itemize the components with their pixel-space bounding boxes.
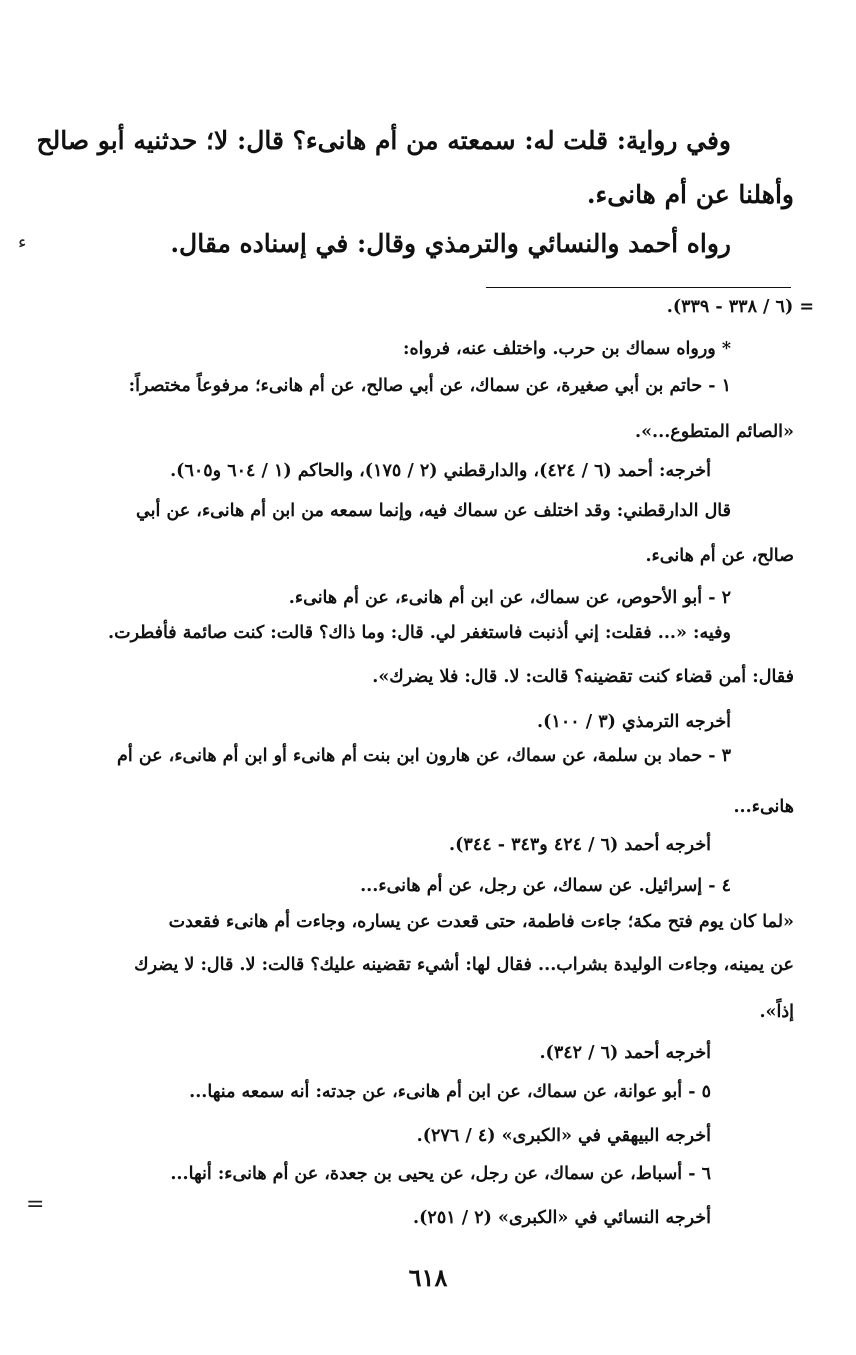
footnote-line: أخرجه النسائي في «الكبرى» (٢ / ٢٥١). — [413, 1208, 711, 1228]
margin-mark: = — [26, 1192, 45, 1217]
footnote-line: أخرجه الترمذي (٣ / ١٠٠). — [537, 712, 731, 732]
footnote-line: ٤ - إسرائيل. عن سماك، عن رجل، عن أم هانىء... — [360, 876, 731, 896]
footnote-line: فقال: أمن قضاء كنت تقضينه؟ قالت: لا. قال: فلا يضرك». — [372, 667, 794, 687]
footnote-line: أخرجه: أحمد (٦ / ٤٢٤)، والدارقطني (٢ / ١٧٥)، والحاكم (١ / ٦٠٤ و٦٠٥). — [170, 461, 711, 481]
footnote-line: ١ - حاتم بن أبي صغيرة، عن سماك، عن أبي صالح، عن أم هانىء؛ مرفوعاً مختصراً: — [128, 376, 731, 396]
footnote-line: قال الدارقطني: وقد اختلف عن سماك فيه، وإنما سمعه من ابن أم هانىء، عن أبي — [136, 501, 731, 521]
footnote-line: ٢ - أبو الأحوص، عن سماك، عن ابن أم هانىء، عن أم هانىء. — [288, 588, 731, 608]
footnote-line: وفيه: «... فقلت: إني أذنبت فاستغفر لي. قال: وما ذاك؟ قالت: كنت صائمة فأفطرت. — [108, 623, 731, 643]
footnote-line: «الصائم المتطوع...». — [635, 422, 794, 442]
footnote-line: أخرجه أحمد (٦ / ٣٤٢). — [539, 1043, 711, 1063]
footnote-line: «لما كان يوم فتح مكة؛ جاءت فاطمة، حتى قعدت عن يساره، وجاءت أم هانىء فقعدت — [168, 912, 794, 932]
main-text-line-3: رواه أحمد والنسائي والترمذي وقال: في إسناده مقال. — [170, 229, 731, 258]
footnote-line: أخرجه أحمد (٦ / ٤٢٤ و٣٤٣ - ٣٤٤). — [449, 835, 711, 855]
footnote-line: ٦ - أسباط، عن سماك، عن رجل، عن يحيى بن جعدة، عن أم هانىء: أنها... — [170, 1164, 711, 1184]
footnote-line: = (٦ / ٣٣٨ - ٣٣٩). — [666, 297, 814, 317]
footnote-line: صالح، عن أم هانىء. — [645, 546, 794, 566]
footnote-line: ٥ - أبو عوانة، عن سماك، عن ابن أم هانىء، عن جدته: أنه سمعه منها... — [189, 1082, 711, 1102]
main-text-line-2: وأهلنا عن أم هانىء. — [586, 180, 794, 209]
main-text-line-1: وفي رواية: قلت له: سمعته من أم هانىء؟ قال: لا؛ حدثنيه أبو صالح — [36, 126, 731, 155]
footnote-line: هانىء... — [733, 797, 794, 817]
margin-mark: ء — [18, 232, 27, 253]
footnote-line: عن يمينه، وجاءت الوليدة بشراب... فقال لها: أشيء تقضينه عليك؟ قالت: لا. قال: لا يضرك — [134, 955, 794, 975]
footnote-separator — [486, 287, 791, 288]
footnote-line: أخرجه البيهقي في «الكبرى» (٤ / ٢٧٦). — [416, 1126, 711, 1146]
footnote-line: ٣ - حماد بن سلمة، عن سماك، عن هارون ابن بنت أم هانىء أو ابن أم هانىء، عن أم — [117, 746, 731, 766]
page-number: ٦١٨ — [408, 1263, 448, 1292]
footnote-line: إذاً». — [759, 1002, 794, 1022]
footnote-line: * ورواه سماك بن حرب. واختلف عنه، فرواه: — [403, 339, 731, 359]
